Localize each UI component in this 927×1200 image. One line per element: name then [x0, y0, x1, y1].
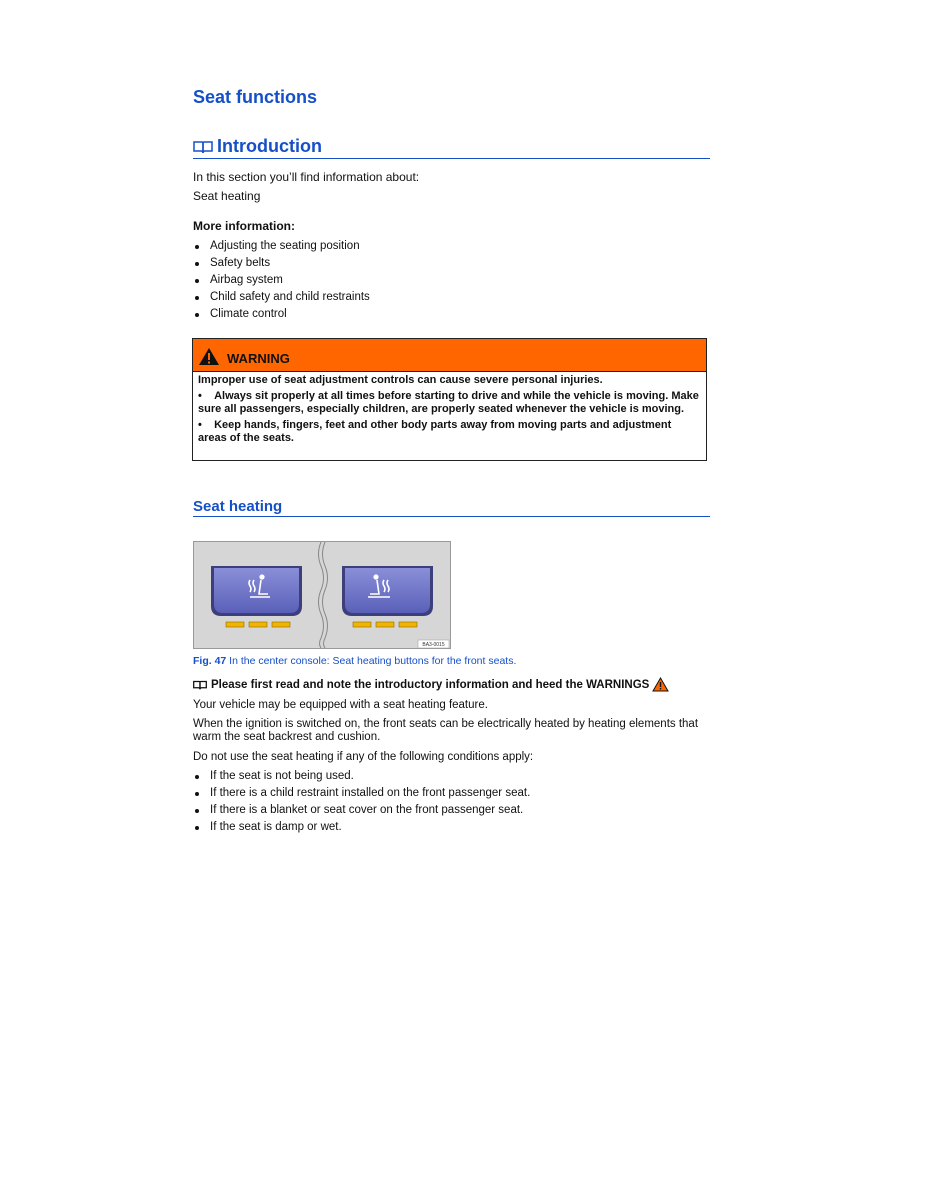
left-seat-heating-button[interactable] [211, 566, 302, 616]
right-heat-level-indicators [353, 622, 417, 627]
warning-bullet: • Always sit properly at all times before starting to drive and while the vehicle is moving. Make sure all passengers, especially children, are properly seated whenever the vehicle is moving. [198, 390, 699, 415]
list-item: If the seat is not being used. [193, 768, 530, 785]
more-info-list [193, 238, 370, 323]
book-icon [193, 140, 213, 154]
read-first-note[interactable] [193, 677, 669, 692]
warning-header [193, 339, 706, 372]
warning-bullet-text: Keep hands, fingers, feet and other body parts away from moving parts and adjustment areas of the seats. [198, 419, 672, 444]
warning-bullet: • Keep hands, fingers, feet and other body parts away from moving parts and adjustment areas of the seats. [198, 419, 672, 444]
section-heading-seat-heating: Seat heating [193, 498, 710, 517]
seat-heating-figure [193, 541, 451, 649]
figure-caption-text: In the center console: Seat heating buttons for the front seats. [226, 655, 517, 667]
warning-triangle-icon [652, 677, 669, 692]
warning-body [193, 372, 706, 445]
read-first-note-text: Please first read and note the introductory information and heed the WARNINGS [211, 678, 650, 691]
section-heading-introduction [193, 136, 710, 159]
heating-para-1: Your vehicle may be equipped with a seat heating feature. [193, 699, 488, 711]
figure-number: Fig. 47 [193, 655, 227, 667]
figure-code: BA3-0015 [422, 642, 445, 648]
warning-line: Improper use of seat adjustment controls can cause severe personal injuries. [198, 374, 603, 386]
conditions-list [193, 768, 530, 836]
seat-heating-buttons-illustration [194, 542, 450, 648]
more-info-title: More information: [193, 219, 295, 233]
warning-bullet-text: Always sit properly at all times before starting to drive and while the vehicle is moving. Make sure all passengers, especially children, are properly seated whenever the vehicle is moving. [198, 390, 699, 415]
list-item[interactable]: Climate control [193, 306, 370, 323]
figure-caption [193, 655, 516, 667]
warning-triangle-icon [198, 347, 220, 366]
list-item: If there is a child restraint installed on the front passenger seat. [193, 785, 530, 802]
book-icon [193, 680, 207, 690]
right-seat-heating-button[interactable] [342, 566, 433, 616]
intro-lead: In this section you’ll find information about: [193, 170, 420, 184]
warning-box [192, 338, 707, 461]
page-title: Seat functions [193, 87, 318, 107]
list-item[interactable]: Airbag system [193, 272, 370, 289]
list-item: If the seat is damp or wet. [193, 819, 530, 836]
intro-topic-link[interactable]: Seat heating [193, 189, 261, 203]
heating-para-3: Do not use the seat heating if any of the following conditions apply: [193, 751, 534, 763]
introduction-title: Introduction [217, 136, 322, 156]
heating-para-2: When the ignition is switched on, the front seats can be electrically heated by heating elements that warm the seat backrest and cushion. [193, 718, 699, 743]
warning-label: WARNING [227, 351, 290, 366]
list-item: If there is a blanket or seat cover on the front passenger seat. [193, 802, 530, 819]
left-heat-level-indicators [226, 622, 290, 627]
list-item[interactable]: Safety belts [193, 255, 370, 272]
list-item[interactable]: Child safety and child restraints [193, 289, 370, 306]
list-item[interactable]: Adjusting the seating position [193, 238, 370, 255]
